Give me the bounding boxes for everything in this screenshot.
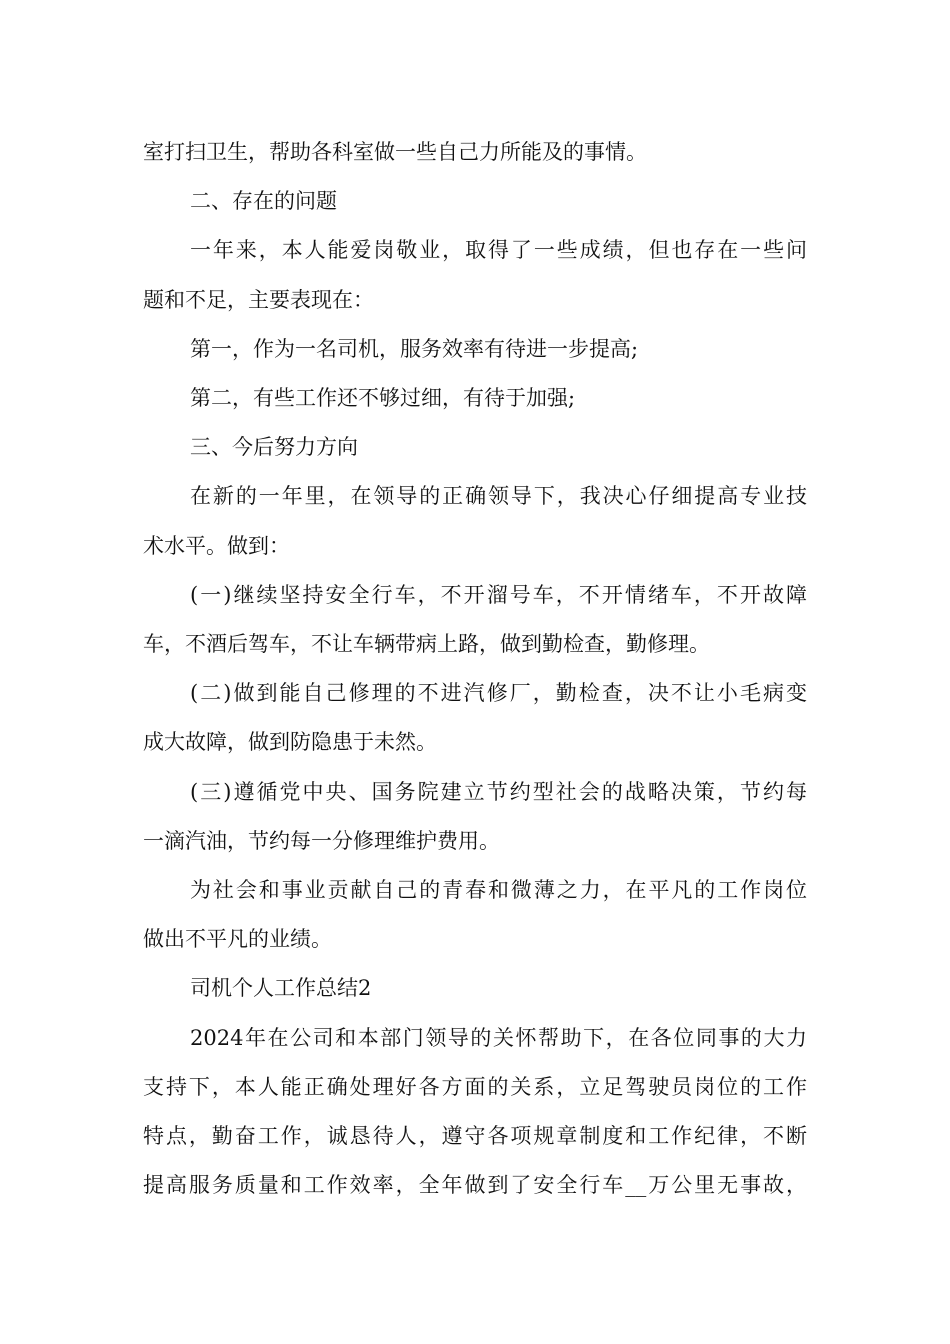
text-line: 题和不足，主要表现在： bbox=[143, 287, 374, 312]
text-line: 特点，勤奋工作，诚恳待人，遵守各项规章制度和工作纪律，不断 bbox=[143, 1124, 807, 1149]
text-line: 室打扫卫生，帮助各科室做一些自己力所能及的事情。 bbox=[143, 140, 647, 164]
paragraph-direction-intro bbox=[143, 472, 807, 570]
text-line: (一)继续坚持安全行车，不开溜号车，不开情绪车，不开故障 bbox=[190, 582, 807, 607]
text-line: 车，不酒后驾车，不让车辆带病上路，做到勤检查，勤修理。 bbox=[143, 632, 710, 657]
text-line: 司机个人工作总结2 bbox=[190, 976, 372, 1001]
paragraph-problems-intro bbox=[143, 226, 807, 324]
text-line: 提高服务质量和工作效率，全年做到了安全行车__万公里无事故， bbox=[143, 1173, 807, 1198]
text-line: 三、今后努力方向 bbox=[190, 435, 358, 460]
paragraph-problem-second bbox=[143, 374, 807, 423]
paragraph-item-three bbox=[143, 768, 807, 866]
text-line: 第一，作为一名司机，服务效率有待进一步提高; bbox=[190, 336, 639, 361]
text-line: 术水平。做到： bbox=[143, 533, 290, 558]
text-line: 一滴汽油，节约每一分修理维护费用。 bbox=[143, 828, 500, 853]
text-line: 成大故障，做到防隐患于未然。 bbox=[143, 730, 437, 755]
paragraph-item-two bbox=[143, 669, 807, 767]
text-line: 在新的一年里，在领导的正确领导下，我决心仔细提高专业技 bbox=[190, 484, 807, 509]
text-line: 支持下，本人能正确处理好各方面的关系，立足驾驶员岗位的工作 bbox=[143, 1074, 807, 1099]
text-line: 2024年在公司和本部门领导的关怀帮助下，在各位同事的大力 bbox=[190, 1025, 807, 1050]
paragraph-item-one bbox=[143, 571, 807, 669]
text-line: (三)遵循党中央、国务院建立节约型社会的战略决策，节约每 bbox=[190, 779, 807, 804]
paragraph-summary-2-body bbox=[143, 1014, 807, 1211]
section-heading-problems bbox=[143, 177, 807, 226]
section-title-summary-2 bbox=[143, 964, 807, 1013]
text-line: 一年来，本人能爱岗敬业，取得了一些成绩，但也存在一些问 bbox=[190, 238, 807, 263]
text-line: 二、存在的问题 bbox=[190, 189, 337, 214]
text-line: 第二，有些工作还不够过细，有待于加强; bbox=[190, 386, 576, 411]
text-line: 做出不平凡的业绩。 bbox=[143, 927, 332, 952]
document-body bbox=[143, 128, 807, 1210]
section-heading-direction bbox=[143, 423, 807, 472]
paragraph-conclusion bbox=[143, 866, 807, 964]
text-line: (二)做到能自己修理的不进汽修厂，勤检查，决不让小毛病变 bbox=[190, 681, 807, 706]
paragraph-problem-first bbox=[143, 325, 807, 374]
paragraph-continuation bbox=[143, 128, 807, 177]
text-line: 为社会和事业贡献自己的青春和微薄之力，在平凡的工作岗位 bbox=[190, 878, 807, 903]
